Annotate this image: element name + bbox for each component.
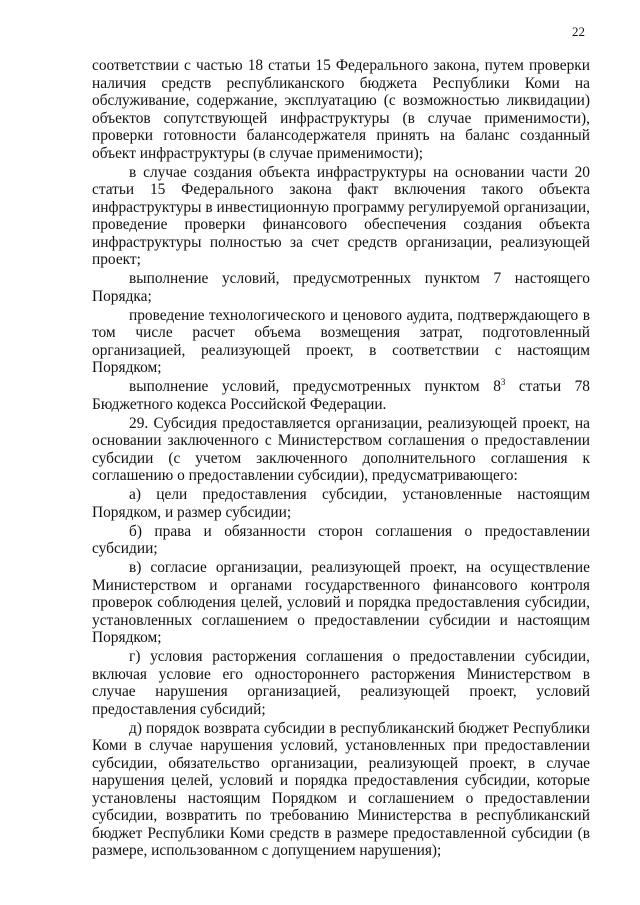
paragraph: 29. Субсидия предоставляется организации, реализующей проект, на основании заключенного с Министерством соглашения о предоставлении субсидии (с учетом заключенного дополнительного соглашения к соглашению о предоставлении субсидии), предусматривающего: [92,414,590,484]
paragraph: д) порядок возврата субсидии в республиканский бюджет Республики Коми в случае нарушения условий, установленных при предоставлении субсидии, обязательство организации, реализующей проект, в случае нарушения целей, условий и порядка предоставления субсидии, которые установлены настоящим Порядком и соглашением о предоставлении субсидии, возвратить по требованию Министерства в республиканский бюджет Республики Коми средств в размере предоставленной субсидии (в размере, использованном с допущением нарушения); [92,719,590,859]
paragraph: соответствии с частью 18 статьи 15 Федерального закона, путем проверки наличия средств республиканского бюджета Республики Коми на обслуживание, содержание, эксплуатацию (с возможностью ликвидации) объектов сопутствующей инфраструктуры (в случае применимости), проверки готовности балансодержателя принять на баланс созданный объект инфраструктуры (в случае применимости); [92,57,590,162]
paragraph: б) права и обязанности сторон соглашения о предоставлении субсидии; [92,522,590,557]
paragraph: в) согласие организации, реализующей проект, на осуществление Министерством и органами государственного финансового контроля проверок соблюдения целей, условий и порядка предоставления субсидии, установленных соглашением о предоставлении субсидии и настоящим Порядком; [92,559,590,646]
paragraph: в случае создания объекта инфраструктуры на основании части 20 статьи 15 Федерального закона факт включения такого объекта инфраструктуры в инвестиционную программу регулируемой организации, проведение проверки финансового обеспечения создания объекта инфраструктуры полностью за счет средств организации, реализующей проект; [92,163,590,268]
paragraph-text: выполнение условий, предусмотренных пунктом 8 [129,378,501,395]
document-body [92,57,590,861]
paragraph: проведение технологического и ценового аудита, подтверждающего в том числе расчет объема возмещения затрат, подготовленный организацией, реализующей проект, в соответствии с настоящим Порядком; [92,306,590,376]
page-number: 22 [572,24,585,39]
paragraph: а) цели предоставления субсидии, установленные настоящим Порядком, и размер субсидии; [92,486,590,521]
superscript: 3 [500,377,506,387]
paragraph: г) условия расторжения соглашения о предоставлении субсидии, включая условие его одностороннего расторжения Министерством в случае нарушения организацией, реализующей проект, условий предоставления субсидий; [92,648,590,718]
paragraph-text-tail: статьи 78 Бюджетного кодекса Российской Федерации. [92,378,590,413]
paragraph [92,378,590,413]
paragraph: выполнение условий, предусмотренных пунктом 7 настоящего Порядка; [92,270,590,305]
